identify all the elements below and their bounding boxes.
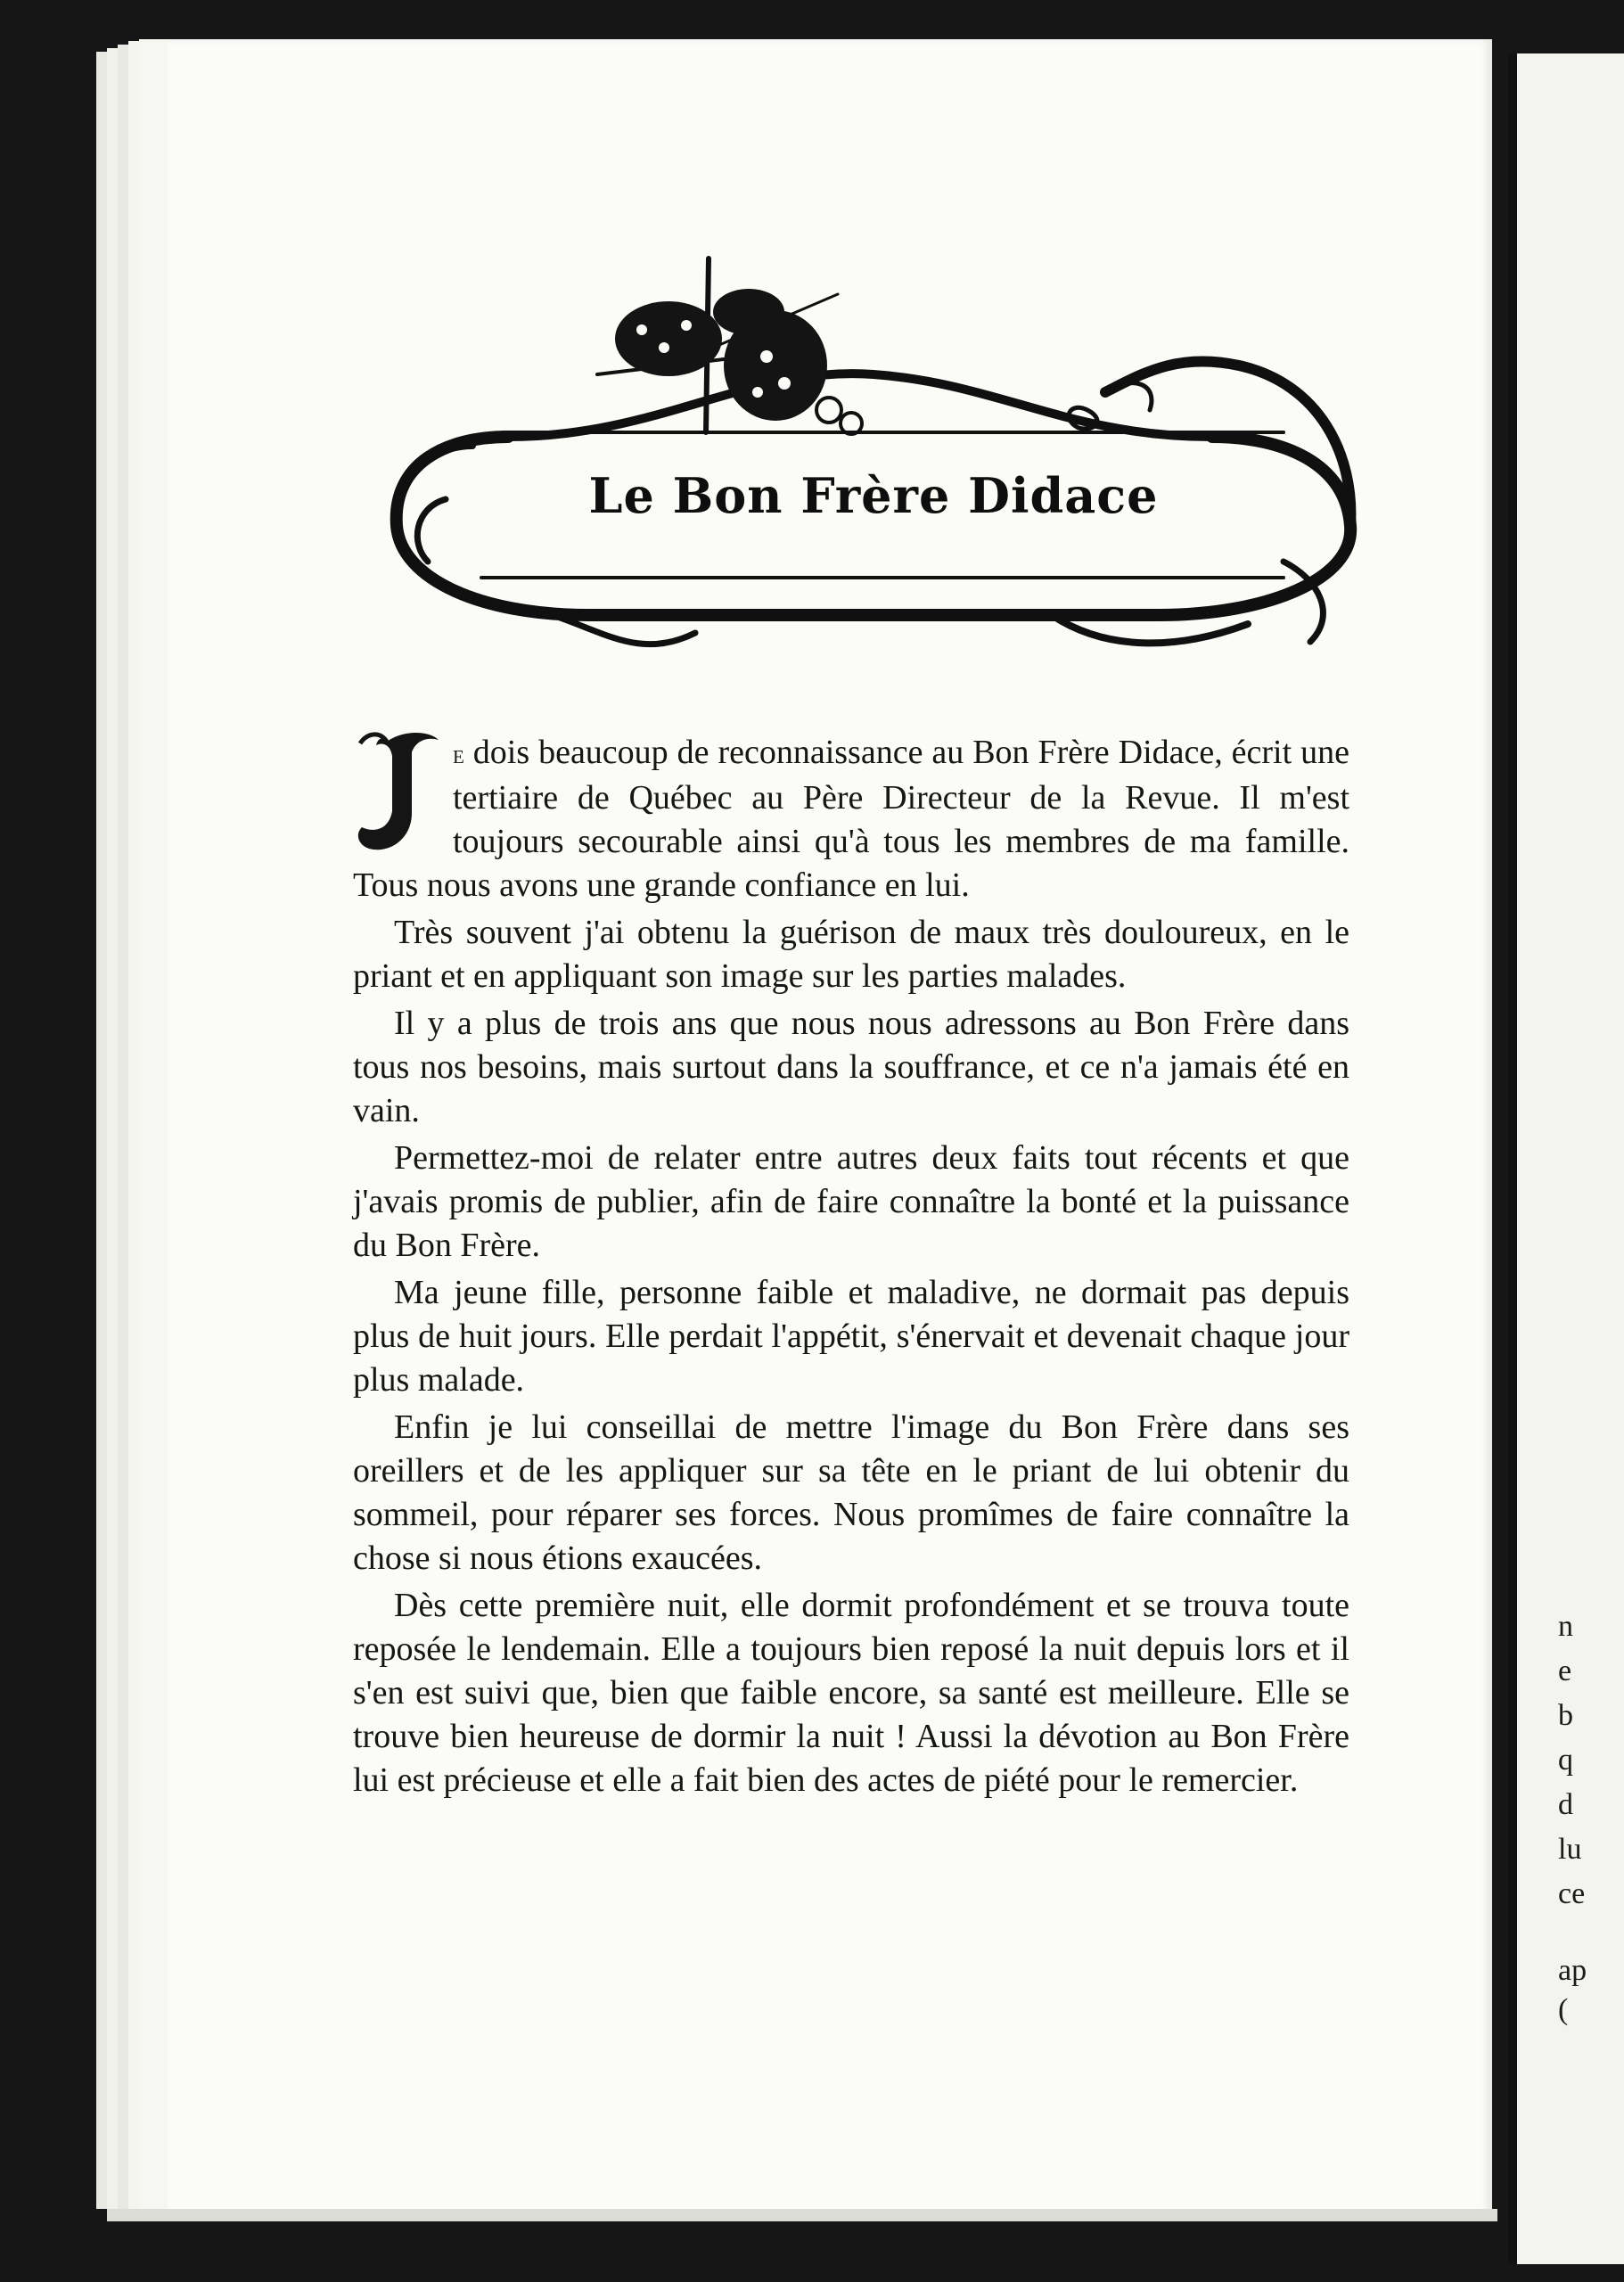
- right-page-fragment: e: [1558, 1654, 1572, 1687]
- paragraph-text: dois beaucoup de reconnaissance au Bon Frère Didace, écrit une tertiaire de Québec au Père Directeur de la Revue. Il m'est toujours secourable ainsi qu'à tous les membres de ma famille. Tous nous avons une grande confiance en lui.: [353, 734, 1349, 904]
- right-page-edge: [1508, 53, 1624, 2264]
- right-page-fragment: (: [1558, 1993, 1569, 2026]
- paragraph-5: Ma jeune fille, personne faible et maladive, ne dormait pas depuis plus de huit jours. Elle perdait l'appétit, s'énervait et devenait chaque jour plus malade.: [353, 1274, 1349, 1399]
- article-body: [353, 731, 1349, 1806]
- page-bottom-edge: [107, 2209, 1497, 2221]
- article-title: Le Bon Frère Didace: [588, 467, 1159, 524]
- right-page-fragment: q: [1558, 1744, 1573, 1777]
- first-word-rest: e: [453, 740, 464, 769]
- header-ornament: [374, 241, 1373, 660]
- right-page-fragment: lu: [1558, 1833, 1582, 1866]
- drop-cap-j: [353, 726, 446, 859]
- paragraph-6: Enfin je lui conseillai de mettre l'image du Bon Frère dans ses oreillers et de les appliquer sur sa tête en le priant de lui obtenir du sommeil, pour réparer ses forces. Nous promîmes de faire connaître la chose si nous étions exaucées.: [353, 1408, 1349, 1577]
- paragraph-4: Permettez-moi de relater entre autres deux faits tout récents et que j'avais promis de publier, afin de faire connaître la bonté et la puissance du Bon Frère.: [353, 1139, 1349, 1264]
- right-page-fragment: b: [1558, 1699, 1573, 1732]
- paragraph-2: Très souvent j'ai obtenu la guérison de maux très douloureux, en le priant et en appliquant son image sur les parties malades.: [353, 914, 1349, 995]
- paragraph-7: Dès cette première nuit, elle dormit profondément et se trouva toute reposée le lendemain. Elle a toujours bien reposé la nuit depuis lors et il s'en est suivi que, bien que faible encore, sa santé est meilleure. Elle se trouve bien heureuse de dormir la nuit ! Aussi la dévotion au Bon Frère lui est précieuse et elle a fait bien des actes de piété pour le remercier.: [353, 1587, 1349, 1799]
- right-page-fragment: d: [1558, 1788, 1573, 1821]
- paragraph-3: Il y a plus de trois ans que nous nous adressons au Bon Frère dans tous nos besoins, mais surtout dans la souffrance, et ce n'a jamais été en vain.: [353, 1005, 1349, 1129]
- right-page-fragment: ce: [1558, 1877, 1586, 1910]
- right-page-fragment: n: [1558, 1610, 1573, 1643]
- right-page-fragment: ap: [1558, 1954, 1587, 1987]
- paragraph-1: [353, 731, 1349, 907]
